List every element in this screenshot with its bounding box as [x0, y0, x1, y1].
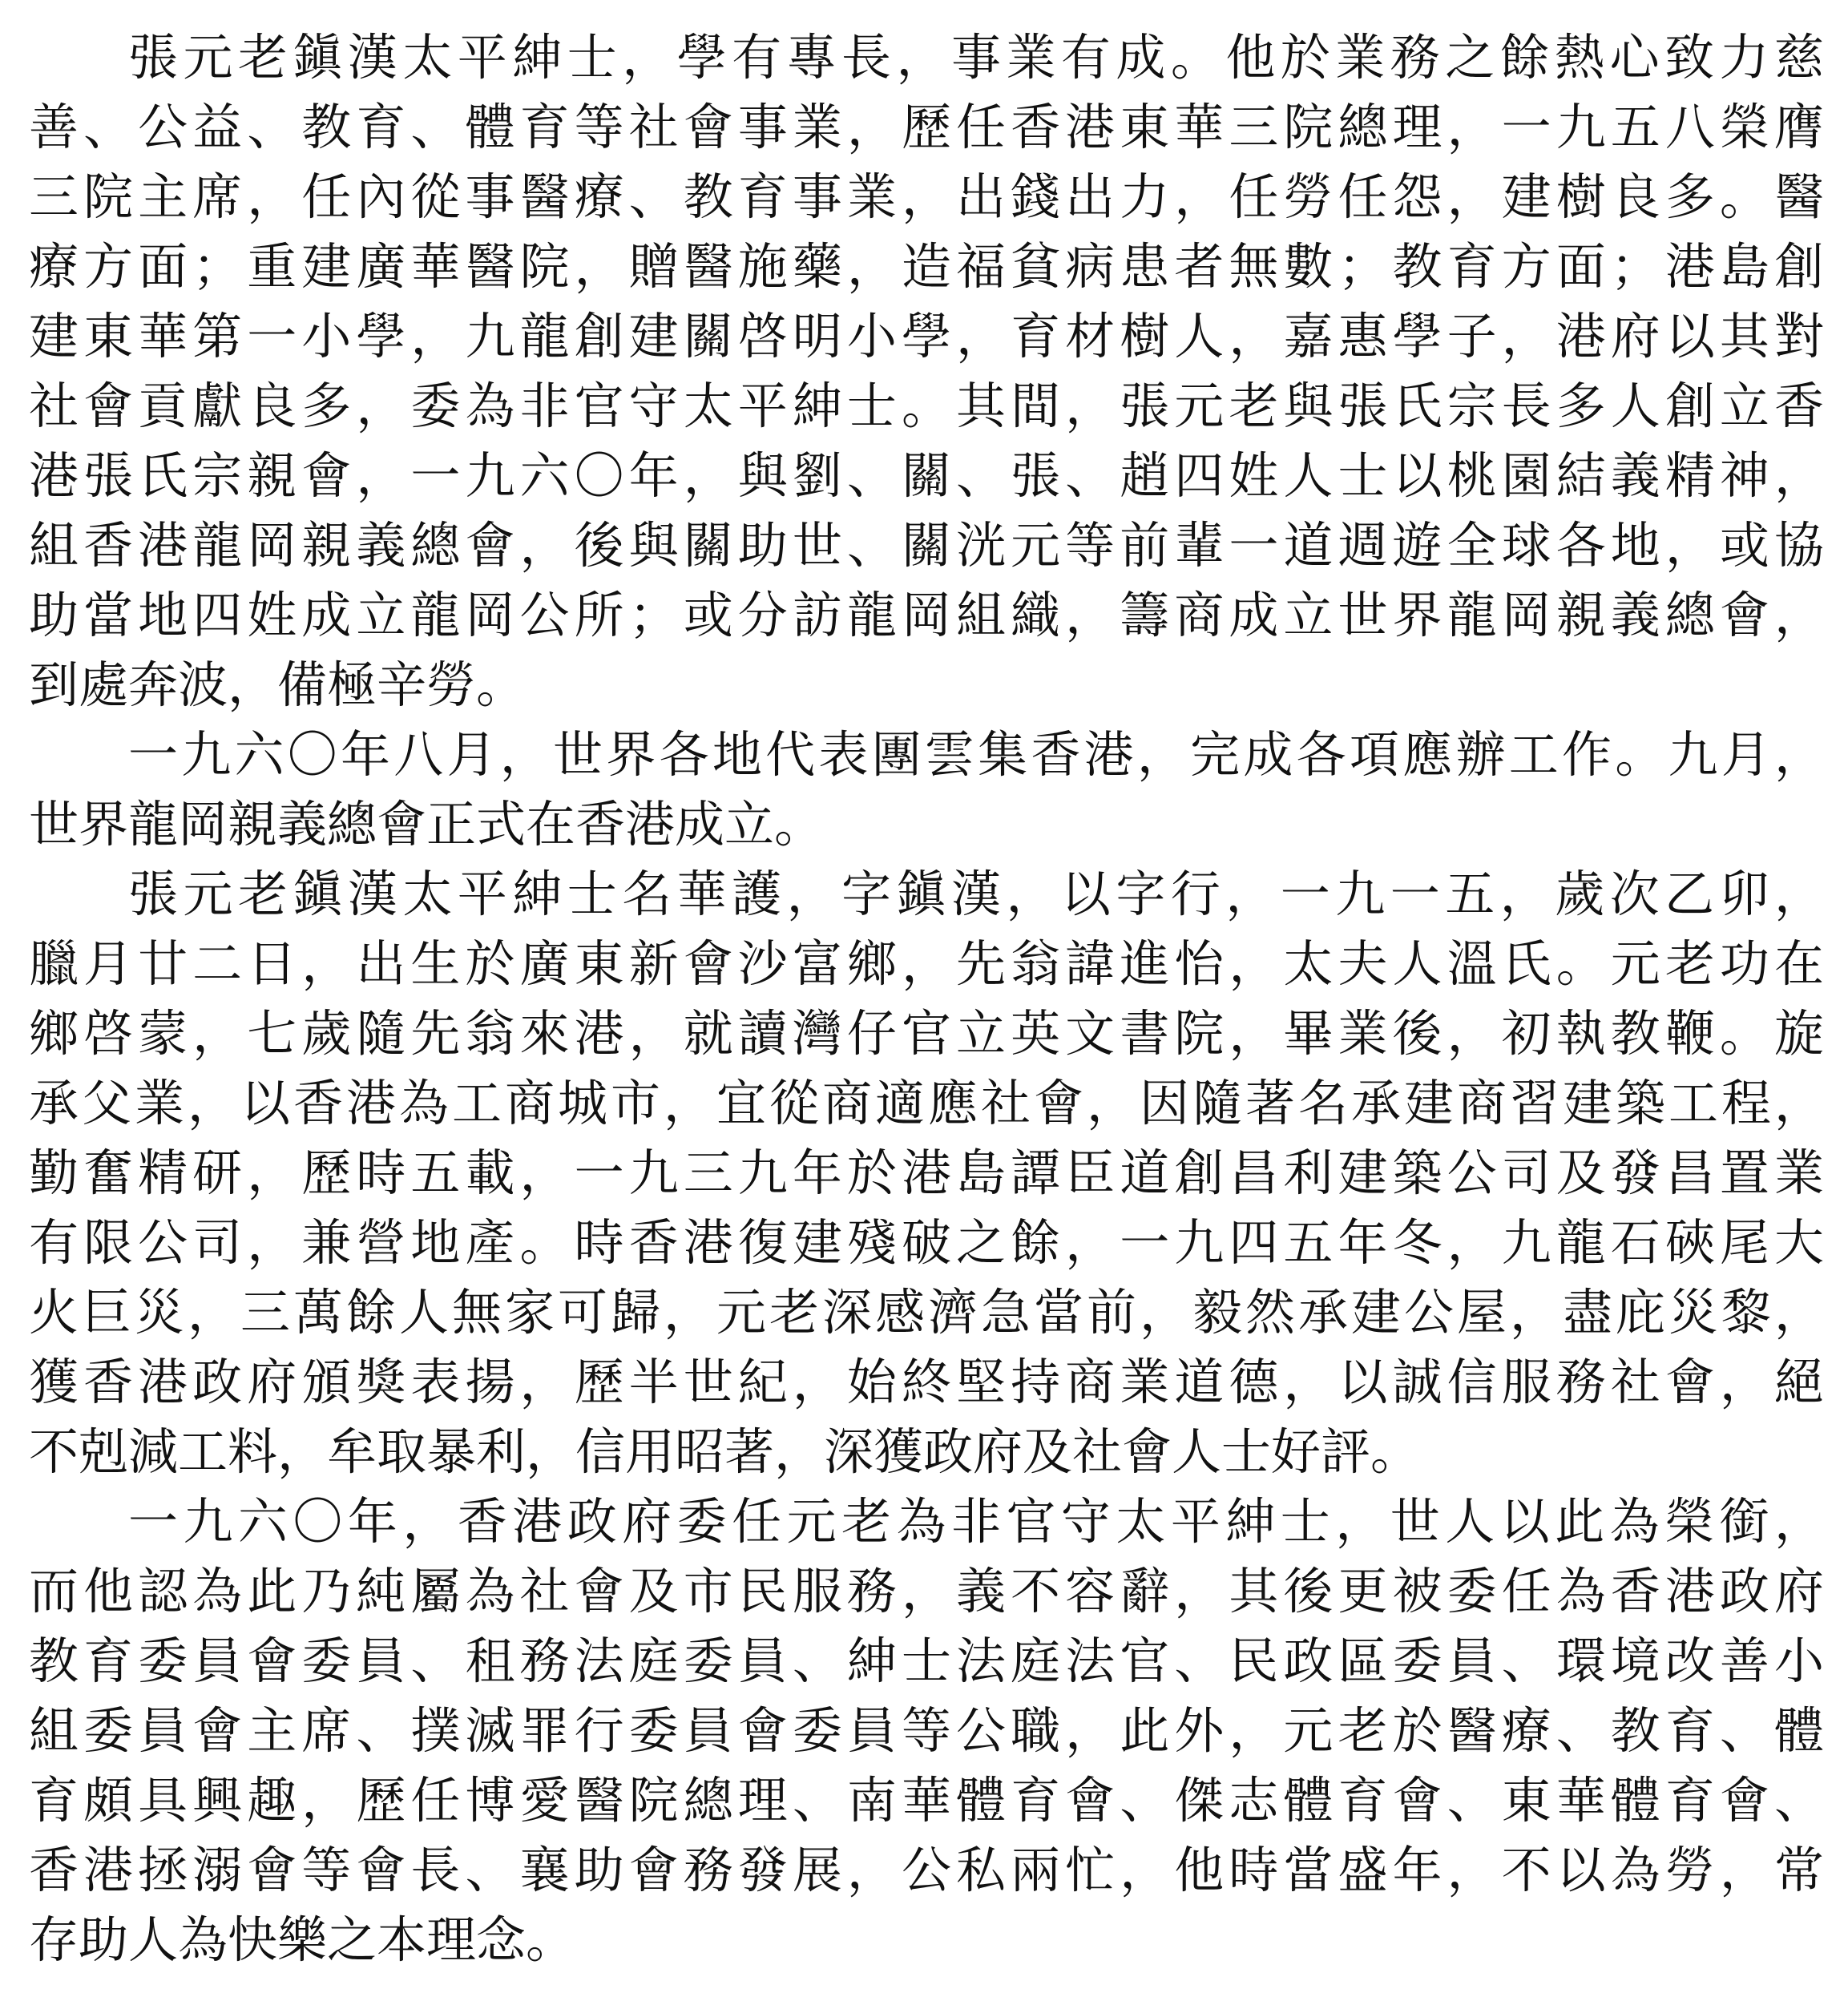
- text-line: 勤奮精研，歷時五載，一九三九年於港島譚臣道創昌利建築公司及發昌置業: [29, 1144, 1824, 1202]
- paragraph-1: [29, 22, 1824, 720]
- text-line: 張元老鎭漢太平紳士，學有專長，事業有成。他於業務之餘熱心致力慈: [128, 28, 1824, 87]
- text-line: 獲香港政府頒獎表揚，歷半世紀，始終堅持商業道德，以誠信服務社會，絕: [29, 1353, 1824, 1411]
- text-line: 教育委員會委員、租務法庭委員、紳士法庭法官、民政區委員、環境改善小: [29, 1632, 1824, 1690]
- text-line: 世界龍岡親義總會正式在香港成立。: [29, 795, 825, 853]
- text-line: 三院主席，任內從事醫療、教育事業，出錢出力，任勞任怨，建樹良多。醫: [29, 167, 1824, 226]
- text-line: 存助人為快樂之本理念。: [29, 1910, 576, 1969]
- paragraph-2: [29, 720, 1824, 859]
- text-line: 港張氏宗親會，一九六〇年，與劉、關、張、趙四姓人士以桃園結義精神，: [29, 446, 1824, 505]
- text-line: 火巨災，三萬餘人無家可歸，元老深感濟急當前，毅然承建公屋，盡庇災黎，: [29, 1283, 1824, 1341]
- text-line: 善、公益、教育、體育等社會事業，歷任香港東華三院總理，一九五八榮膺: [29, 98, 1824, 156]
- text-line: 助當地四姓成立龍岡公所；或分訪龍岡組織，籌商成立世界龍岡親義總會，: [29, 586, 1824, 644]
- text-line: 臘月廿二日，出生於廣東新會沙富鄉，先翁諱進怡，太夫人溫氏。元老功在: [29, 934, 1824, 993]
- text-line: 到處奔波，備極辛勞。: [29, 656, 527, 714]
- text-line: 建東華第一小學，九龍創建關啓明小學，育材樹人，嘉惠學子，港府以其對: [29, 307, 1824, 365]
- text-line: 育頗具興趣，歷任博愛醫院總理、南華體育會、傑志體育會、東華體育會、: [29, 1771, 1824, 1830]
- text-line: 而他認為此乃純屬為社會及市民服務，義不容辭，其後更被委任為香港政府: [29, 1562, 1824, 1620]
- paragraph-4: [29, 1487, 1824, 1975]
- text-line: 有限公司，兼營地產。時香港復建殘破之餘，一九四五年冬，九龍石硤尾大: [29, 1213, 1824, 1272]
- text-line: 社會貢獻良多，委為非官守太平紳士。其間，張元老與張氏宗長多人創立香: [29, 377, 1824, 435]
- text-line: 療方面；重建廣華醫院，贈醫施藥，造福貧病患者無數；教育方面；港島創: [29, 237, 1824, 296]
- text-line: 一九六〇年八月，世界各地代表團雲集香港，完成各項應辦工作。九月，: [128, 725, 1824, 784]
- text-line: 承父業，以香港為工商城市，宜從商適應社會，因隨著名承建商習建築工程，: [29, 1074, 1824, 1132]
- text-line: 組香港龍岡親義總會，後與關助世、關洸元等前輩一道週遊全球各地，或協: [29, 516, 1824, 575]
- text-line: 不剋減工料，牟取暴利，信用昭著，深獲政府及社會人士好評。: [29, 1422, 1421, 1481]
- paragraph-3: [29, 859, 1824, 1487]
- text-line: 鄉啓蒙，七歲隨先翁來港，就讀灣仔官立英文書院，畢業後，初執教鞭。旋: [29, 1004, 1824, 1063]
- text-line: 組委員會主席、撲滅罪行委員會委員等公職，此外，元老於醫療、教育、體: [29, 1701, 1824, 1760]
- text-line: 一九六〇年，香港政府委任元老為非官守太平紳士，世人以此為榮銜，: [128, 1492, 1824, 1551]
- text-line: 香港拯溺會等會長、襄助會務發展，公私兩忙，他時當盛年，不以為勞，常: [29, 1841, 1824, 1899]
- text-line: 張元老鎭漢太平紳士名華護，字鎭漢，以字行，一九一五，歲次乙卯，: [128, 865, 1824, 923]
